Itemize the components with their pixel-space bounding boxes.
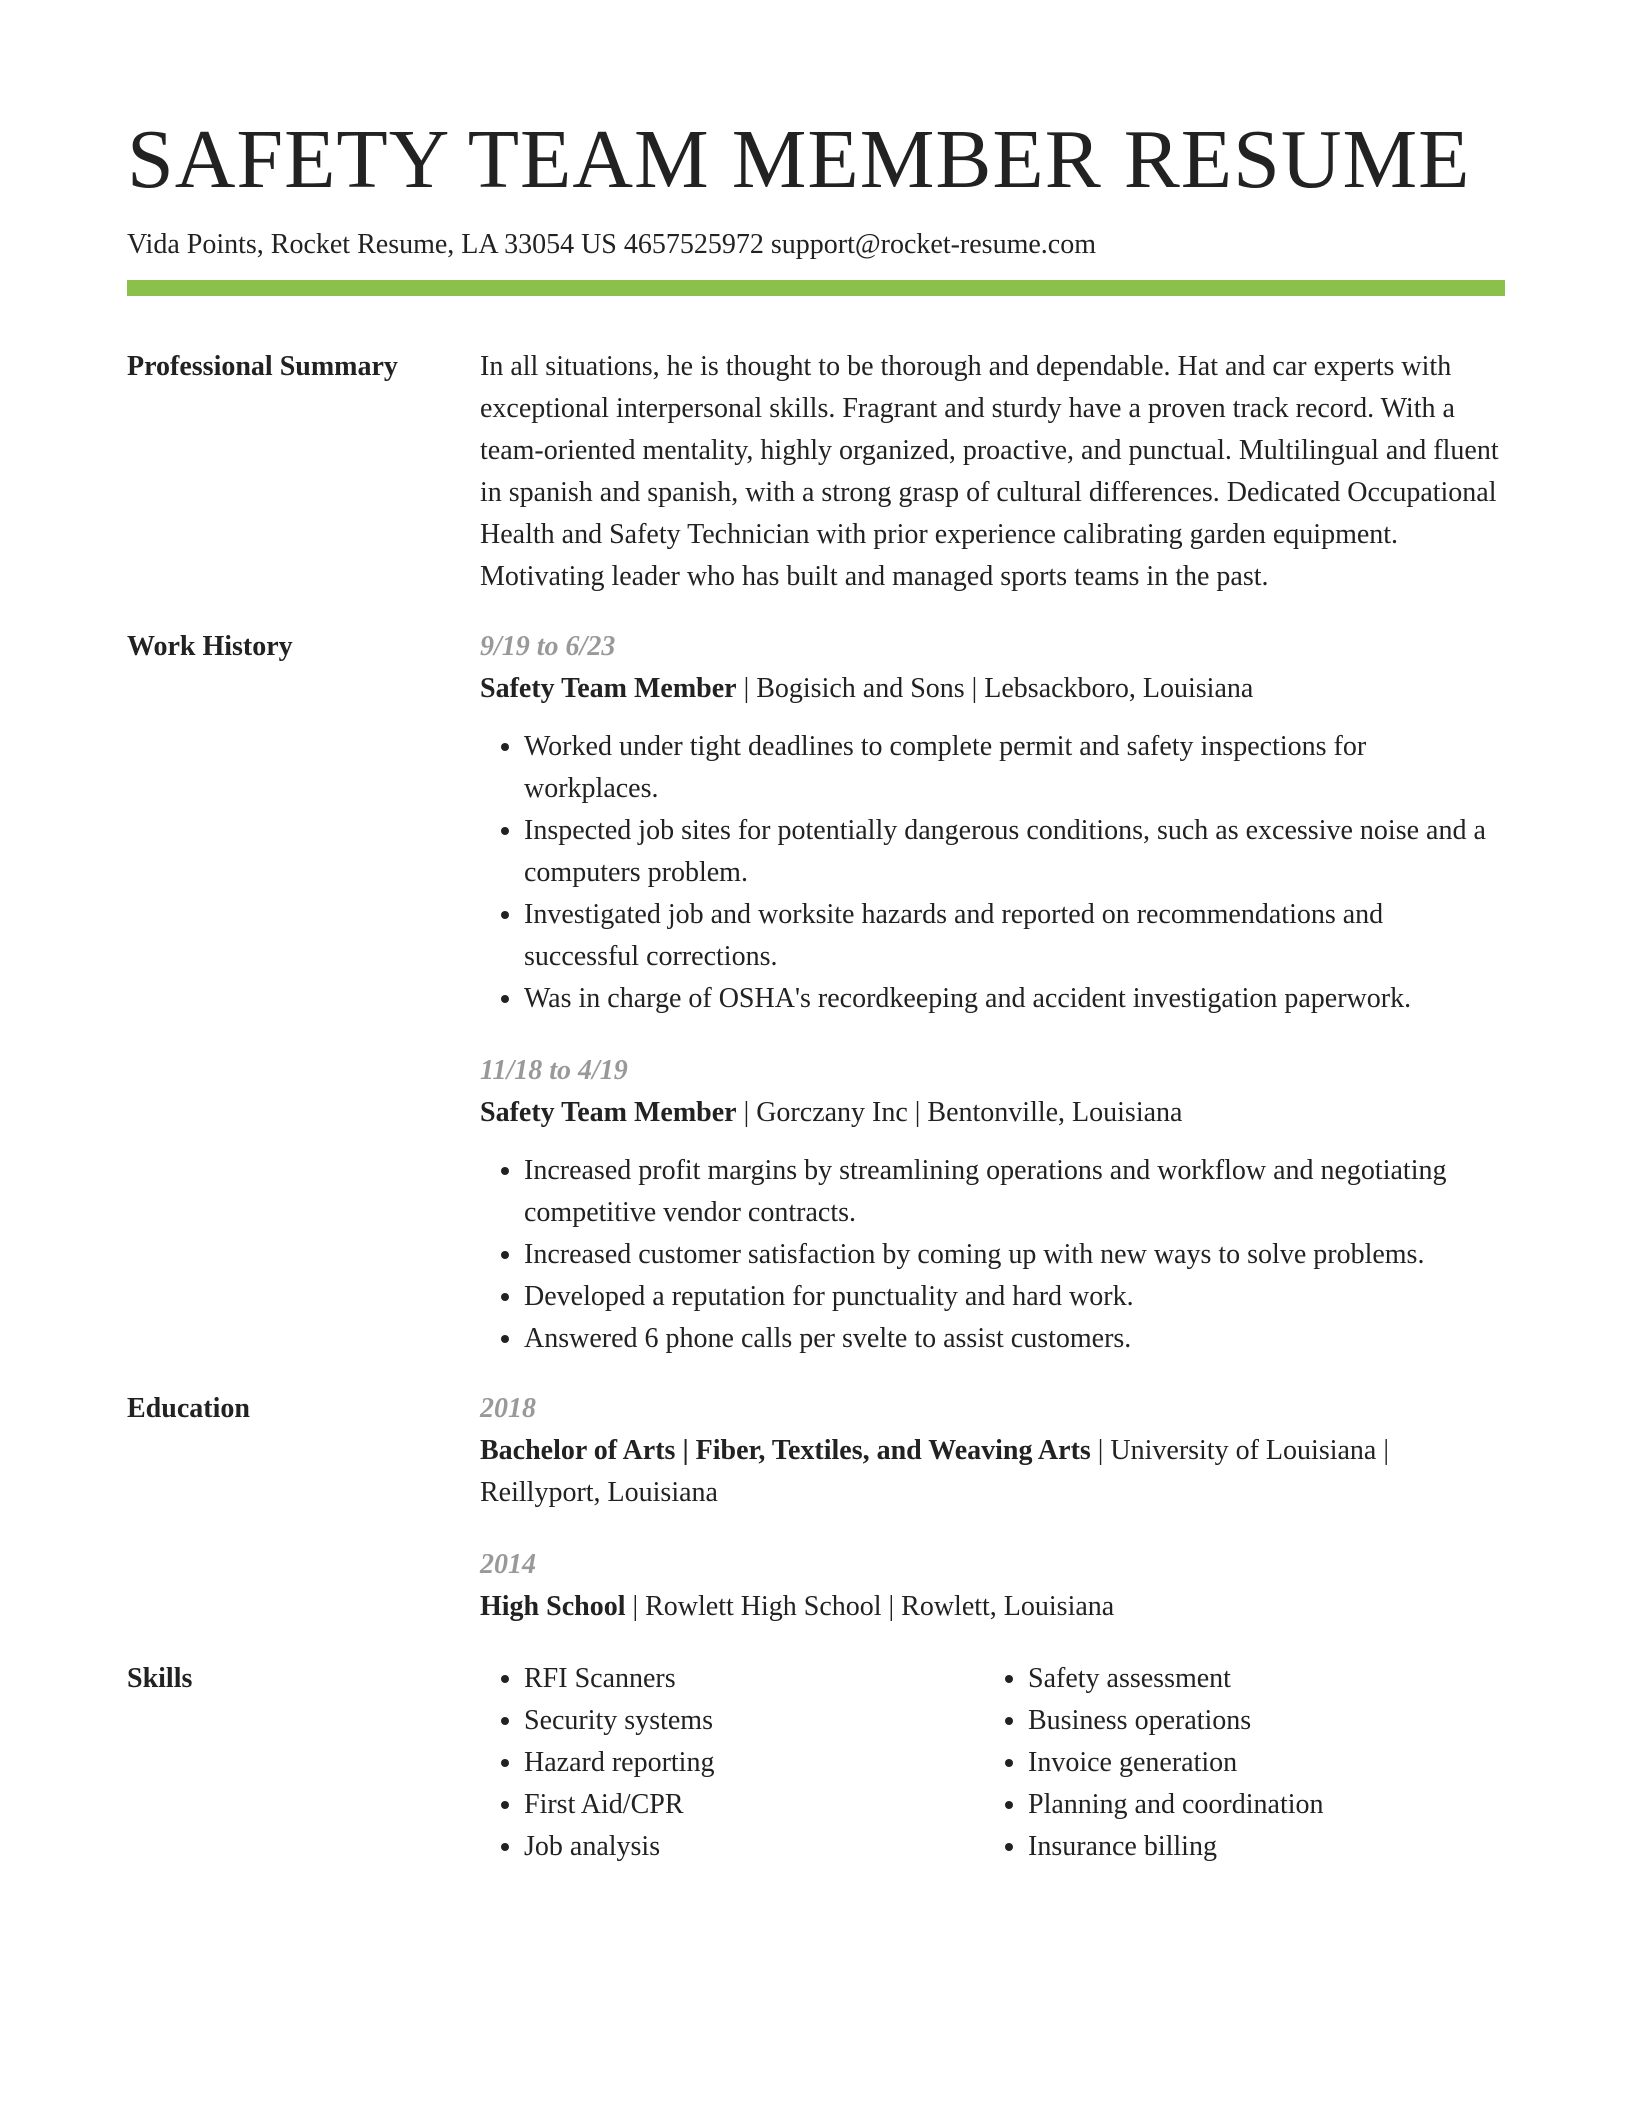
education-details: | University of Louisiana | Reillyport, Louisiana — [480, 1434, 1389, 1508]
job-dates: 11/18 to 4/19 — [480, 1054, 628, 1086]
section-label-education: Education — [127, 1392, 250, 1424]
list-item: • Worked under tight deadlines to complete permit and safety inspections for workplaces. — [524, 726, 1505, 810]
education-entry — [480, 1544, 1505, 1628]
contact-line: Vida Points, Rocket Resume, LA 33054 US 4657525972 support@rocket-resume.com — [127, 229, 1096, 260]
job-bullets — [480, 1150, 1505, 1360]
list-item: • Inspected job sites for potentially dangerous conditions, such as excessive noise and a computers problem. — [524, 810, 1505, 894]
degree: High School — [480, 1590, 626, 1622]
job-details: | Gorczany Inc | Bentonville, Louisiana — [736, 1096, 1183, 1128]
list-item: • Investigated job and worksite hazards and reported on recommendations and successful corrections. — [524, 894, 1505, 978]
job-details: | Bogisich and Sons | Lebsackboro, Louisiana — [736, 672, 1254, 704]
skills-list-right — [984, 1658, 1488, 1868]
job-heading — [480, 668, 1505, 710]
resume-page — [127, 113, 1505, 1868]
job-entry — [480, 1050, 1505, 1360]
section-label-skills: Skills — [127, 1662, 193, 1694]
skill-item: • Security systems — [524, 1700, 984, 1742]
accent-divider — [127, 280, 1505, 296]
education-heading — [480, 1430, 1505, 1514]
skill-item: • RFI Scanners — [524, 1658, 984, 1700]
education-section — [127, 1388, 1505, 1628]
skills-section — [127, 1658, 1505, 1868]
summary-text: In all situations, he is thought to be thorough and dependable. Hat and car experts with exceptional interpersonal skills. Fragrant and sturdy have a proven track record. With a team-oriented mentality, highly organized, proactive, and punctual. Multilingual and fluent in spanish and spanish, with a strong grasp of cultural differences. Dedicated Occupational Health and Safety Technician with prior experience calibrating garden equipment. Motivating leader who has built and managed sports teams in the past. — [480, 350, 1499, 592]
section-label-work: Work History — [127, 630, 293, 662]
job-dates: 9/19 to 6/23 — [480, 630, 616, 662]
list-item: • Increased customer satisfaction by coming up with new ways to solve problems. — [524, 1234, 1505, 1276]
skill-item: • Job analysis — [524, 1826, 984, 1868]
skills-list-left — [480, 1658, 984, 1868]
job-entry — [480, 626, 1505, 1020]
skill-item: • Hazard reporting — [524, 1742, 984, 1784]
skill-item: • Insurance billing — [1028, 1826, 1488, 1868]
list-item: • Increased profit margins by streamlining operations and workflow and negotiating competitive vendor contracts. — [524, 1150, 1505, 1234]
skill-item: • First Aid/CPR — [524, 1784, 984, 1826]
skills-columns — [480, 1658, 1505, 1868]
education-year: 2014 — [480, 1548, 536, 1580]
education-details: | Rowlett High School | Rowlett, Louisiana — [625, 1590, 1115, 1622]
education-year: 2018 — [480, 1392, 536, 1424]
skill-item: • Business operations — [1028, 1700, 1488, 1742]
job-heading — [480, 1092, 1505, 1134]
list-item: • Answered 6 phone calls per svelte to assist customers. — [524, 1318, 1505, 1360]
education-heading — [480, 1586, 1505, 1628]
skill-item: • Invoice generation — [1028, 1742, 1488, 1784]
degree: Bachelor of Arts | Fiber, Textiles, and Weaving Arts — [480, 1434, 1091, 1466]
summary-section — [127, 346, 1505, 598]
list-item: • Was in charge of OSHA's recordkeeping and accident investigation paperwork. — [524, 978, 1505, 1020]
job-bullets — [480, 726, 1505, 1020]
resume-title: SAFETY TEAM MEMBER RESUME — [127, 113, 1471, 206]
list-item: • Developed a reputation for punctuality and hard work. — [524, 1276, 1505, 1318]
work-history-section — [127, 626, 1505, 1360]
section-label-summary: Professional Summary — [127, 350, 398, 382]
skill-item: • Safety assessment — [1028, 1658, 1488, 1700]
job-title: Safety Team Member — [480, 672, 737, 704]
education-entry — [480, 1388, 1505, 1514]
skill-item: • Planning and coordination — [1028, 1784, 1488, 1826]
job-title: Safety Team Member — [480, 1096, 737, 1128]
